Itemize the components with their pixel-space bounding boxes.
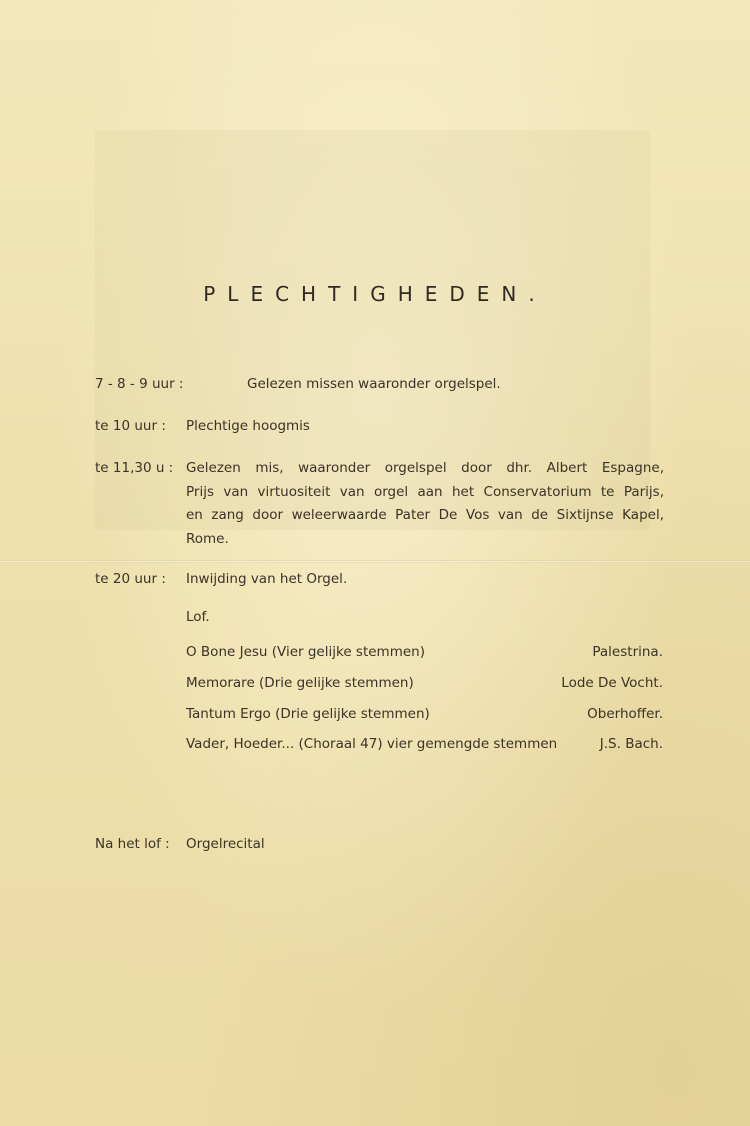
schedule-description: Gelezen missen waaronder orgelspel.: [247, 376, 501, 392]
work-composer: Lode De Vocht.: [561, 675, 663, 691]
paragraph-line: Rome.: [186, 530, 229, 547]
schedule-description: Orgelrecital: [186, 836, 265, 852]
paragraph-line: Prijs van virtuositeit van orgel aan het Conservatorium te Parijs,: [186, 483, 664, 500]
work-title: Memorare (Drie gelijke stemmen): [186, 675, 414, 691]
schedule-time-label: 7 - 8 - 9 uur :: [95, 376, 184, 392]
schedule-description: Inwijding van het Orgel.: [186, 571, 348, 587]
paper-fold-line: [0, 560, 750, 563]
page-title: PLECHTIGHEDEN.: [203, 282, 547, 306]
work-title: O Bone Jesu (Vier gelijke stemmen): [186, 644, 425, 660]
schedule-time-label: Na het lof :: [95, 836, 170, 852]
program-item: [186, 675, 663, 691]
program-item: [186, 644, 663, 660]
work-title: Tantum Ergo (Drie gelijke stemmen): [186, 706, 430, 722]
schedule-description: Plechtige hoogmis: [186, 418, 310, 434]
schedule-description-paragraph: [186, 457, 664, 551]
paragraph-line: en zang door weleerwaarde Pater De Vos van de Sixtijnse Kapel,: [186, 507, 664, 523]
program-item: [186, 736, 663, 752]
schedule-time-label: te 20 uur :: [95, 571, 166, 587]
work-title: Vader, Hoeder... (Choraal 47) vier gemengde stemmen: [186, 736, 558, 752]
paragraph-line: Gelezen mis, waaronder orgelspel door dhr. Albert Espagne,: [186, 460, 664, 476]
work-composer: Palestrina.: [592, 644, 663, 660]
program-item: [186, 706, 663, 722]
work-composer: Oberhoffer.: [587, 706, 663, 722]
work-composer: J.S. Bach.: [599, 736, 663, 752]
lof-heading: Lof.: [186, 609, 210, 625]
schedule-time-label: te 10 uur :: [95, 418, 166, 434]
schedule-time-label: te 11,30 u :: [95, 460, 174, 476]
